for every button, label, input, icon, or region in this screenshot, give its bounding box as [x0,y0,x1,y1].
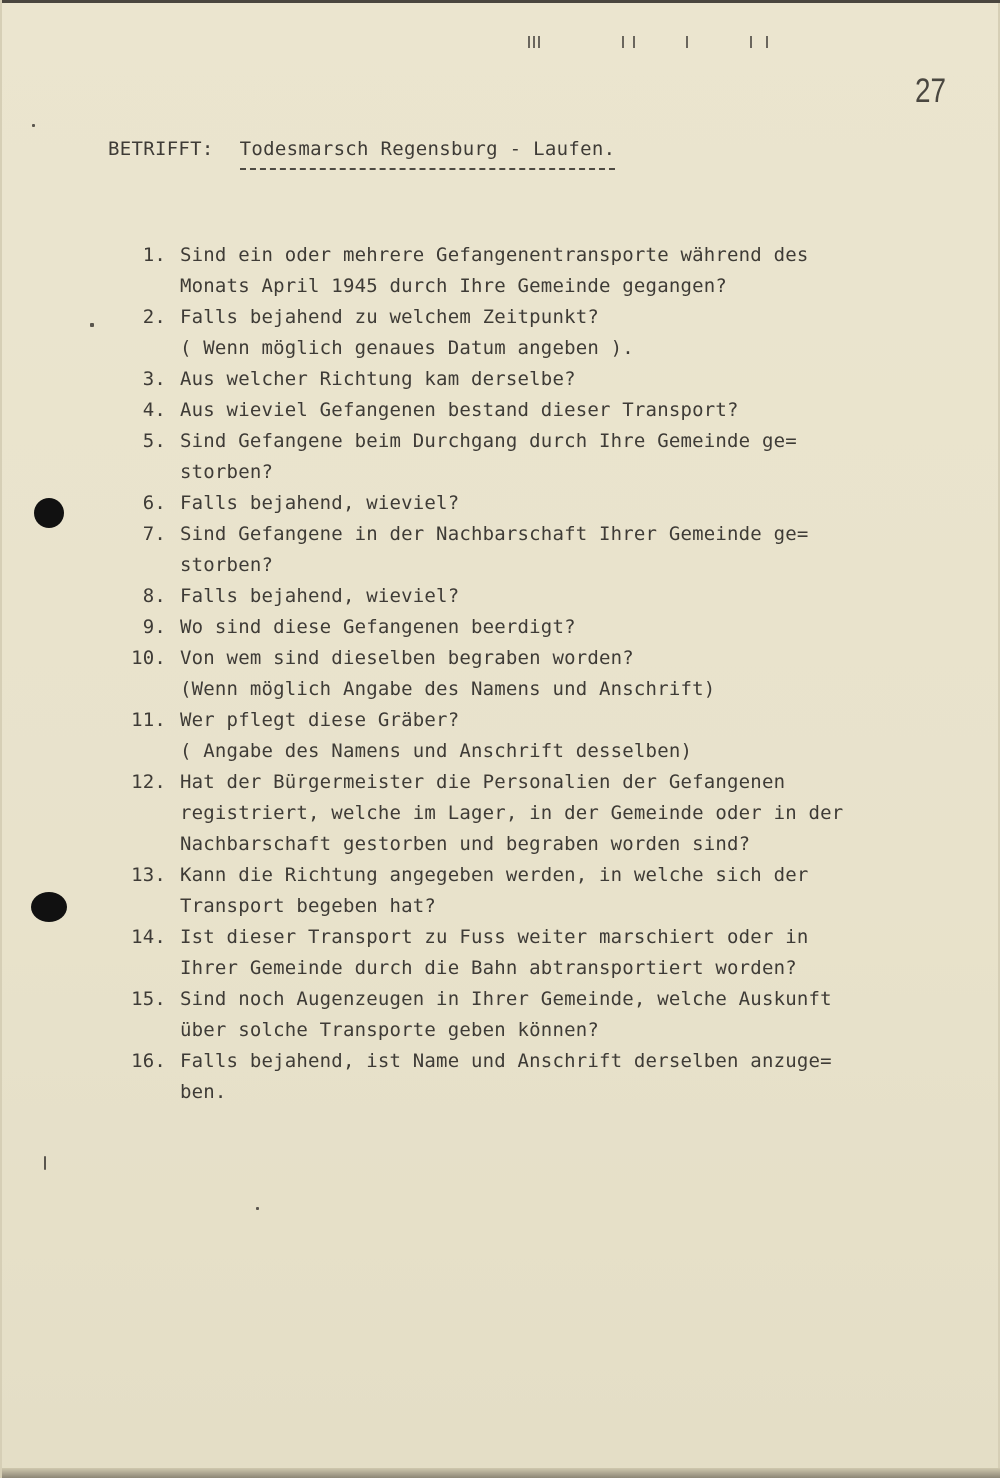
question-text: (Wenn möglich Angabe des Namens und Anschrift) [180,678,716,700]
question-text: Von wem sind dieselben begraben worden? [180,647,634,669]
punch-hole [31,892,67,922]
question-continuation [2,550,1000,581]
question-item [2,705,1000,736]
question-item [2,984,1000,1015]
scan-mark [750,36,752,48]
scan-speck [32,124,35,127]
question-list [2,240,1000,1108]
scan-speck [44,1156,46,1170]
question-continuation [2,457,1000,488]
question-number: 13. [131,864,166,886]
question-text: Sind Gefangene in der Nachbarschaft Ihrer Gemeinde ge= [180,523,809,545]
question-item [2,767,1000,798]
question-text: Wer pflegt diese Gräber? [180,709,460,731]
question-item [2,395,1000,426]
question-continuation [2,891,1000,922]
question-item [2,612,1000,643]
question-continuation [2,953,1000,984]
question-text: storben? [180,461,274,483]
question-number: 12. [131,771,166,793]
question-text: ( Angabe des Namens und Anschrift desselben) [180,740,693,762]
question-text: Aus welcher Richtung kam derselbe? [180,368,576,390]
question-number: 4. [142,399,166,421]
question-item [2,488,1000,519]
question-item [2,922,1000,953]
question-item [2,1046,1000,1077]
question-continuation [2,829,1000,860]
question-text: über solche Transporte geben können? [180,1019,600,1041]
question-number: 6. [142,492,166,514]
page-number: 27 [915,72,947,110]
scan-mark [686,36,688,48]
question-text: Sind Gefangene beim Durchgang durch Ihre Gemeinde ge= [180,430,797,452]
scan-mark [538,36,540,48]
question-continuation [2,271,1000,302]
question-text: registriert, welche im Lager, in der Gemeinde oder in der [180,802,844,824]
question-item [2,643,1000,674]
question-number: 16. [131,1050,166,1072]
question-text: Falls bejahend, wieviel? [180,492,460,514]
scan-mark [528,36,530,48]
scan-mark [766,36,768,48]
question-continuation [2,333,1000,364]
question-number: 14. [131,926,166,948]
question-text: Hat der Bürgermeister die Personalien der Gefangenen [180,771,786,793]
question-text: Wo sind diese Gefangenen beerdigt? [180,616,576,638]
subject-label: BETRIFFT: [108,138,214,160]
scan-mark [633,36,635,48]
scan-speck [256,1207,259,1210]
question-text: ben. [180,1081,227,1103]
question-text: Falls bejahend, wieviel? [180,585,460,607]
question-item [2,364,1000,395]
scan-bottom-edge [2,1468,1000,1478]
question-item [2,860,1000,891]
question-continuation [2,1015,1000,1046]
question-number: 15. [131,988,166,1010]
question-text: storben? [180,554,274,576]
question-item [2,426,1000,457]
question-number: 7. [142,523,166,545]
question-text: Kann die Richtung angegeben werden, in welche sich der [180,864,809,886]
scan-top-edge [2,0,1000,3]
subject-line [108,138,615,170]
question-item [2,581,1000,612]
scan-mark [622,36,624,48]
question-text: Ihrer Gemeinde durch die Bahn abtransportiert worden? [180,957,797,979]
question-number: 5. [142,430,166,452]
question-text: Falls bejahend, ist Name und Anschrift derselben anzuge= [180,1050,832,1072]
question-text: Aus wieviel Gefangenen bestand dieser Transport? [180,399,739,421]
question-text: Transport begeben hat? [180,895,437,917]
scan-mark [533,36,535,48]
question-text: Ist dieser Transport zu Fuss weiter marschiert oder in [180,926,809,948]
question-item [2,302,1000,333]
question-continuation [2,674,1000,705]
question-number: 8. [142,585,166,607]
question-text: Sind noch Augenzeugen in Ihrer Gemeinde, welche Auskunft [180,988,832,1010]
question-item [2,240,1000,271]
punch-hole [34,498,64,528]
question-text: Monats April 1945 durch Ihre Gemeinde gegangen? [180,275,728,297]
question-continuation [2,798,1000,829]
question-text: Sind ein oder mehrere Gefangenentransporte während des [180,244,809,266]
question-text: Falls bejahend zu welchem Zeitpunkt? [180,306,600,328]
question-number: 1. [142,244,166,266]
question-number: 10. [131,647,166,669]
question-number: 9. [142,616,166,638]
question-number: 2. [142,306,166,328]
scan-speck [90,323,94,327]
question-continuation [2,736,1000,767]
subject-title: Todesmarsch Regensburg - Laufen. [240,138,616,170]
question-item [2,519,1000,550]
question-continuation [2,1077,1000,1108]
question-text: Nachbarschaft gestorben und begraben worden sind? [180,833,751,855]
question-number: 3. [142,368,166,390]
question-number: 11. [131,709,166,731]
question-text: ( Wenn möglich genaues Datum angeben ). [180,337,634,359]
